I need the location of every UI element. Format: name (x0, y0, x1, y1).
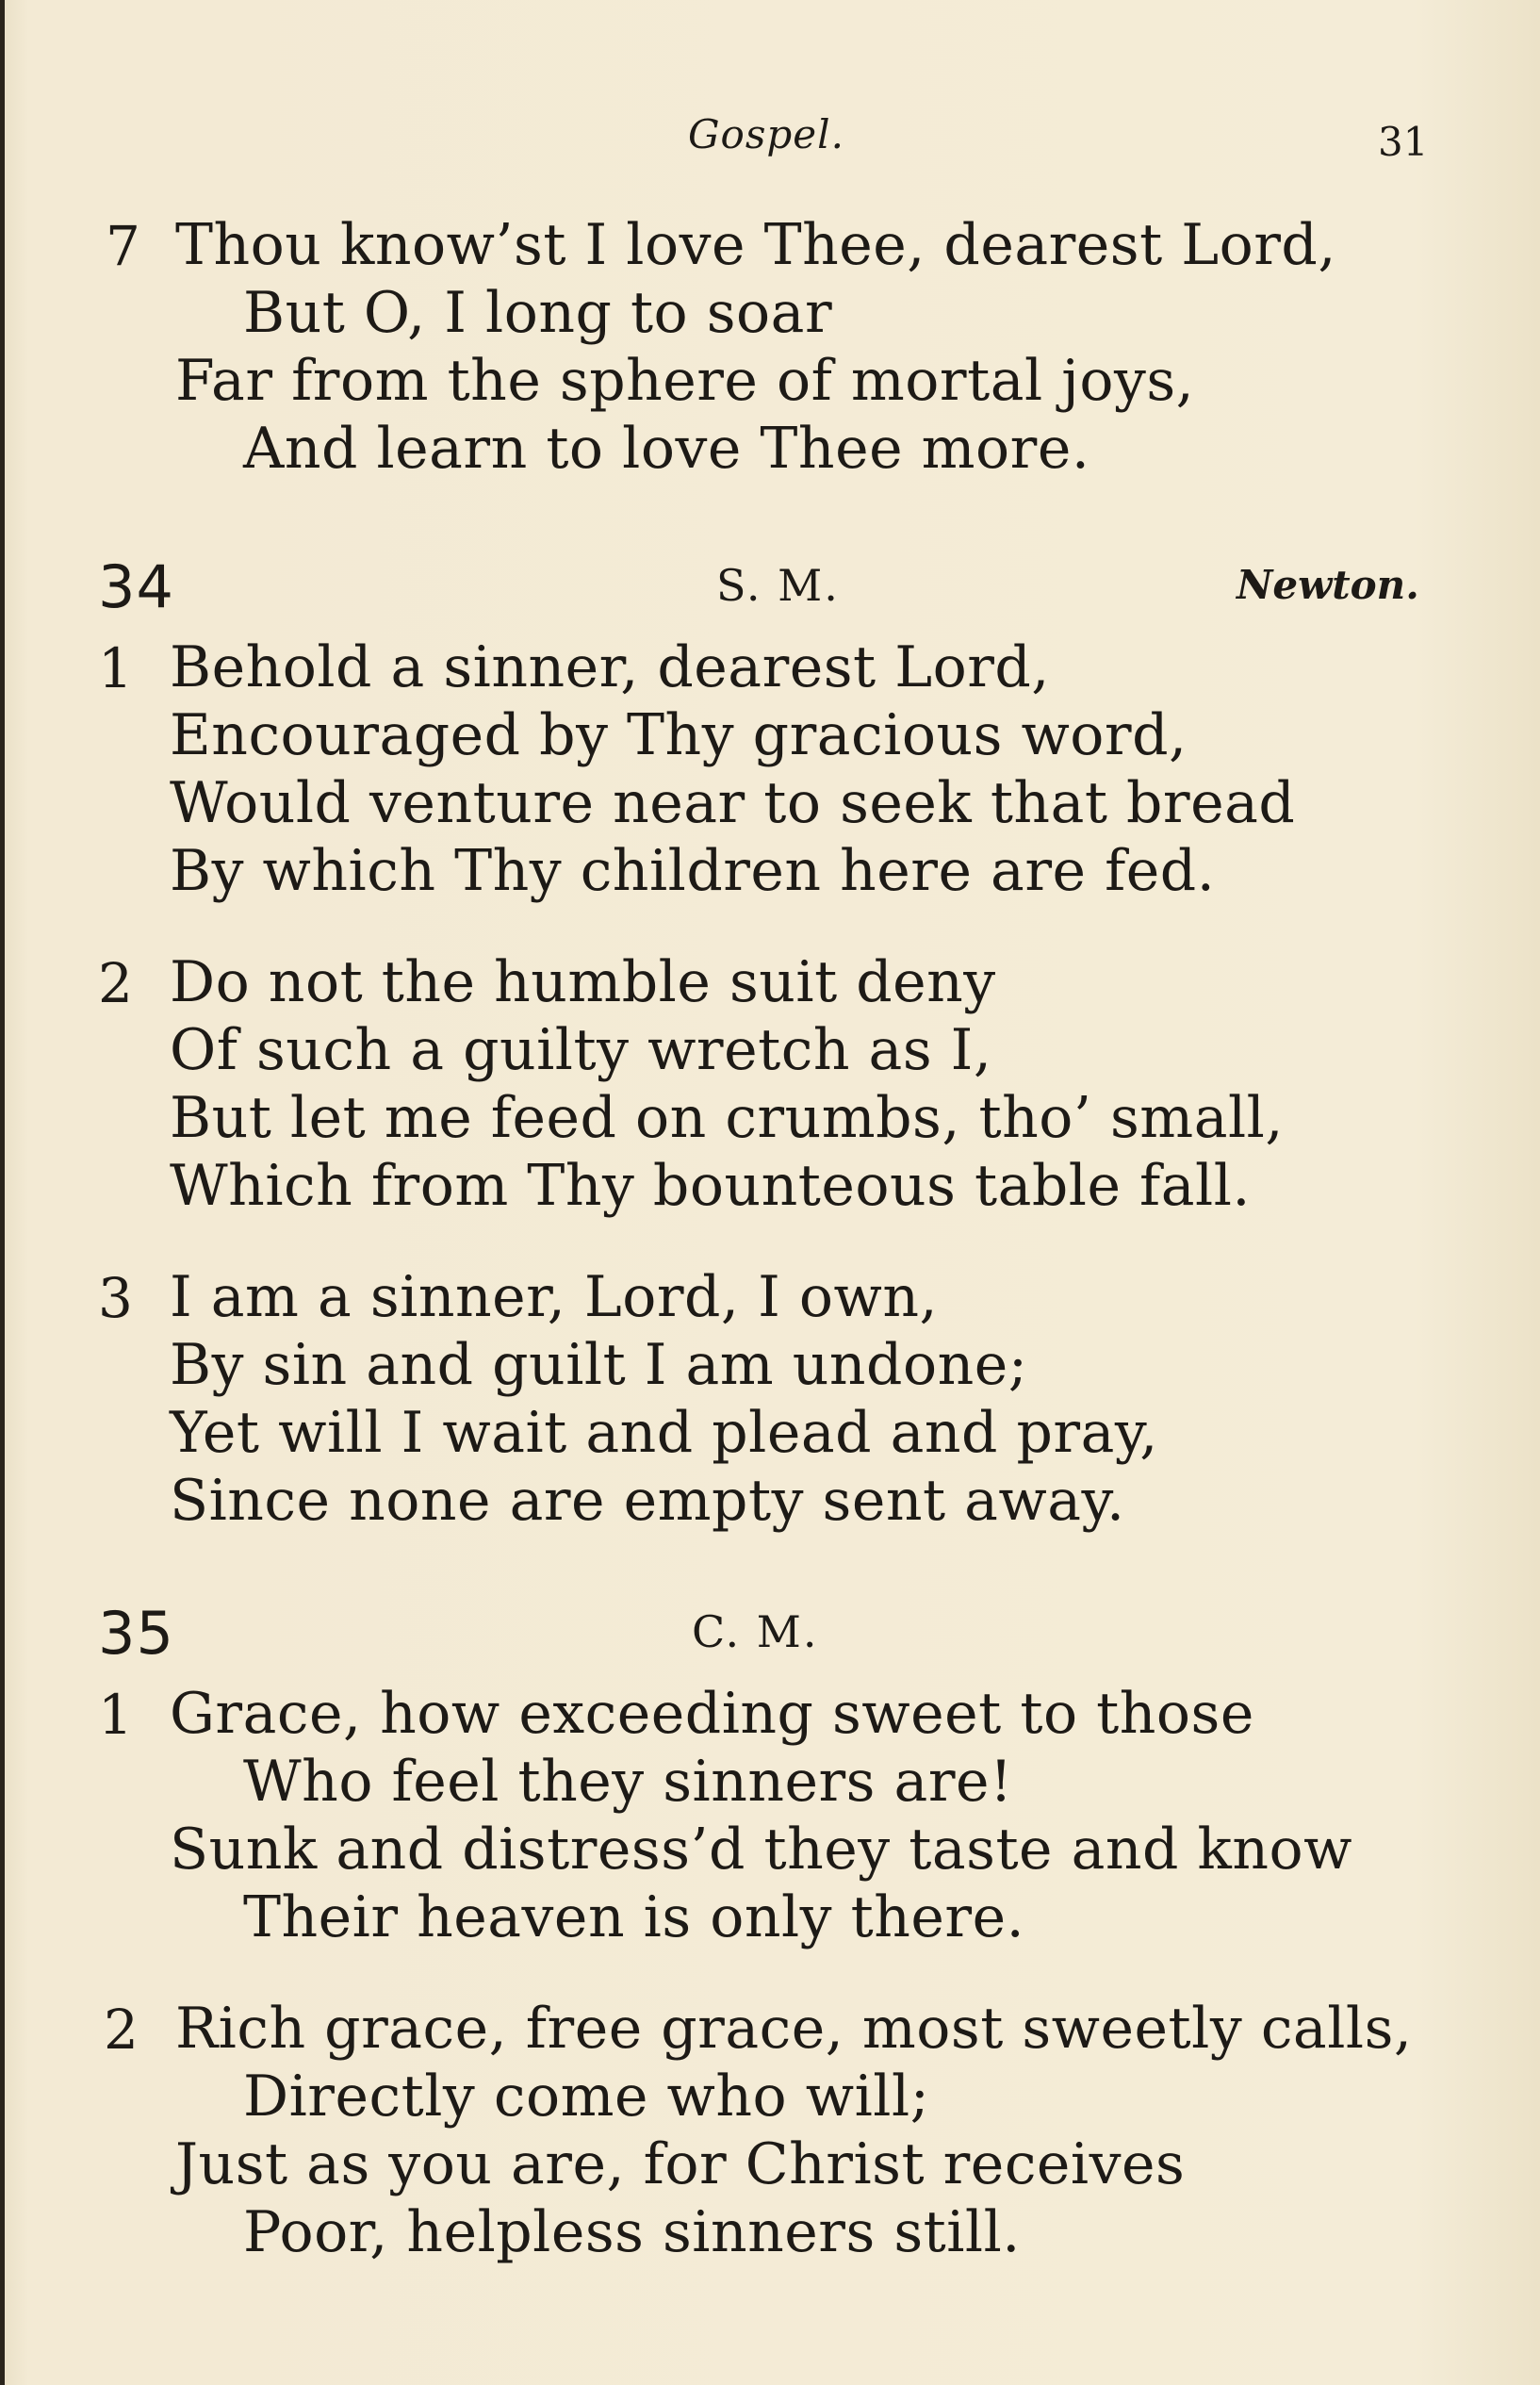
verse-line: Their heaven is only there. (243, 1884, 1025, 1950)
verse-line: Poor, helpless sinners still. (243, 2199, 1021, 2265)
hymn-author: Newton. (1237, 562, 1419, 608)
verse-number: 2 (104, 1998, 139, 2062)
verse-line: Just as you are, for Christ receives (175, 2131, 1186, 2197)
verse-number: 3 (98, 1266, 133, 1330)
hymn-number: 34 (98, 552, 174, 621)
hymn-meter: C. M. (692, 1606, 819, 1657)
verse-line: Would venture near to seek that bread (170, 770, 1296, 836)
verse-line: By which Thy children here are fed. (170, 838, 1216, 904)
verse-line: Rich grace, free grace, most sweetly calls, (175, 1996, 1413, 2062)
verse-line: Who feel they sinners are! (243, 1749, 1013, 1815)
page-number: 31 (1378, 119, 1429, 165)
verse-number: 2 (98, 951, 133, 1015)
verse-line: By sin and guilt I am undone; (170, 1332, 1028, 1398)
verse-line: Yet will I wait and plead and pray, (170, 1400, 1158, 1466)
hymn-number: 35 (98, 1599, 174, 1668)
verse-number: 1 (98, 1683, 133, 1747)
running-head (0, 111, 1540, 168)
verse-line: Since none are empty sent away. (170, 1468, 1125, 1534)
verse-line: Grace, how exceeding sweet to those (170, 1681, 1254, 1747)
verse-line: Do not the humble suit deny (170, 949, 996, 1015)
verse-line: But let me feed on crumbs, tho’ small, (170, 1085, 1284, 1151)
verse-line: Behold a sinner, dearest Lord, (170, 634, 1050, 700)
verse-line: Directly come who will; (243, 2064, 930, 2130)
verse-line: Far from the sphere of mortal joys, (175, 348, 1195, 414)
verse-line: I am a sinner, Lord, I own, (170, 1264, 939, 1330)
verse-line: Encouraged by Thy gracious word, (170, 702, 1188, 768)
verse-line: Of such a guilty wretch as I, (170, 1017, 992, 1083)
verse-number: 1 (98, 636, 133, 700)
verse-line: But O, I long to soar (243, 280, 833, 346)
running-head-title: Gospel. (688, 111, 844, 157)
verse-number: 7 (106, 214, 140, 278)
page-edge-rule (0, 0, 5, 2385)
verse-line: Which from Thy bounteous table fall. (170, 1153, 1251, 1219)
verse-line: And learn to love Thee more. (243, 416, 1090, 482)
verse-line: Thou know’st I love Thee, dearest Lord, (175, 212, 1336, 278)
verse-line: Sunk and distress’d they taste and know (170, 1817, 1353, 1883)
hymn-meter: S. M. (716, 560, 840, 611)
